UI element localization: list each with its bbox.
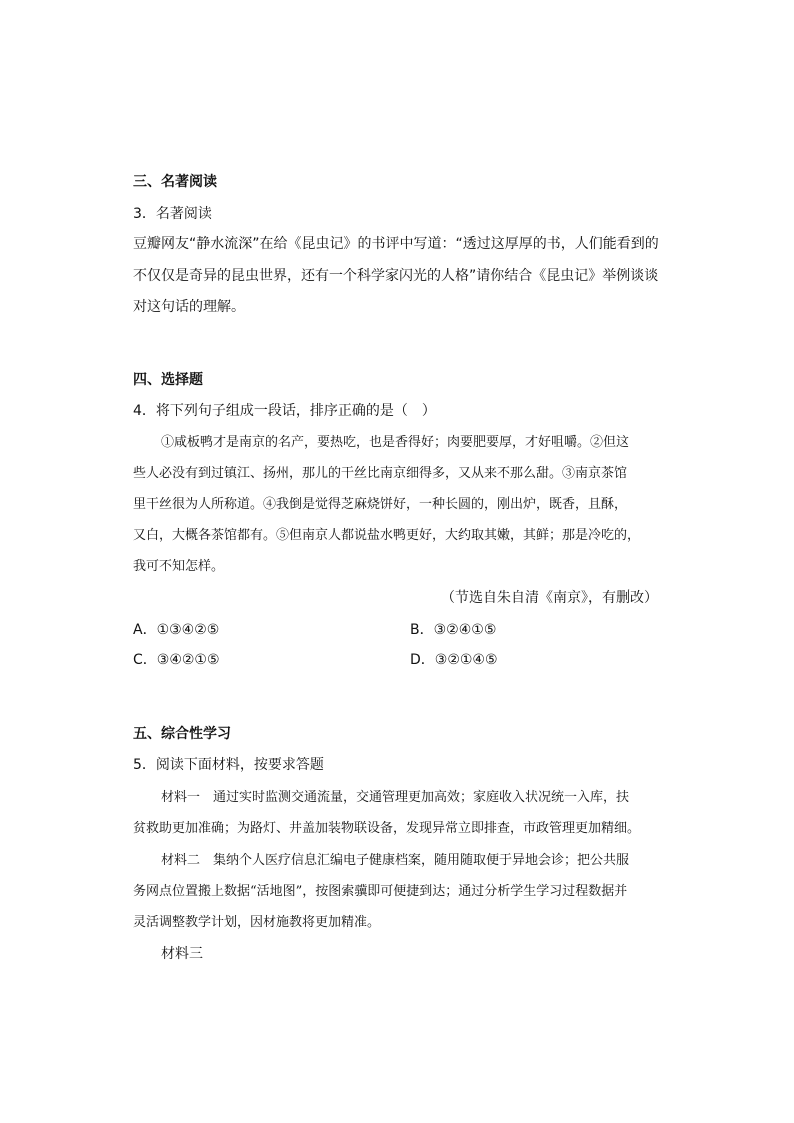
question-4-stem: 4．将下列句子组成一段话，排序正确的是（ ） xyxy=(133,403,436,419)
passage-line-5: 我可不知怎样。 xyxy=(133,559,225,574)
section-4-heading: 四、选择题 xyxy=(133,372,203,388)
section-3-heading: 三、名著阅读 xyxy=(133,174,217,190)
material-1-line-1: 材料一 通过实时监测交通流量，交通管理更加高效；家庭收入状况统一入库，扶 xyxy=(161,790,630,805)
option-d-value: ③②①④⑤ xyxy=(434,652,498,668)
option-a-value: ①③④②⑤ xyxy=(156,622,220,638)
option-c-label: C． xyxy=(133,652,157,668)
material-3-label: 材料三 xyxy=(161,946,203,962)
material-2-line-2: 务网点位置搬上数据“活地图”，按图索骥即可便捷到达；通过分析学生学习过程数据并 xyxy=(133,884,628,899)
option-d-label: D． xyxy=(410,652,435,668)
material-2-line-1: 材料二 集纳个人医疗信息汇编电子健康档案，随用随取便于异地会诊；把公共服 xyxy=(161,853,630,868)
option-c[interactable] xyxy=(133,649,220,669)
question-3-line-1: 豆瓣网友“静水流深”在给《昆虫记》的书评中写道：“透过这厚厚的书，人们能看到的 xyxy=(133,236,659,252)
option-b[interactable] xyxy=(410,619,496,639)
passage-line-1: ①咸板鸭才是南京的名产，要热吃，也是香得好；肉要肥要厚，才好咀嚼。②但这 xyxy=(161,435,630,450)
option-d[interactable] xyxy=(410,649,498,669)
question-5-stem: 5．阅读下面材料，按要求答题 xyxy=(133,757,324,773)
passage-source: （节选自朱自清《南京》，有删改） xyxy=(441,590,658,606)
option-b-value: ③②④①⑤ xyxy=(433,622,497,638)
section-5-heading: 五、综合性学习 xyxy=(133,726,231,742)
option-a-label: A． xyxy=(133,622,157,638)
passage-line-4: 又白，大概各茶馆都有。⑤但南京人都说盐水鸭更好，大约取其嫩，其鲜；那是冷吃的， xyxy=(133,528,641,543)
passage-line-3: 里干丝很为人所称道。④我倒是觉得芝麻烧饼好，一种长圆的，刚出炉，既香，且酥， xyxy=(133,497,628,512)
material-2-line-3: 灵活调整教学计划，因材施教将更加精准。 xyxy=(133,915,381,930)
passage-line-2: 些人必没有到过镇江、扬州，那儿的干丝比南京细得多，又从来不那么甜。③南京茶馆 xyxy=(133,466,628,481)
question-3-line-3: 对这句话的理解。 xyxy=(133,299,245,315)
question-3-line-2: 不仅仅是奇异的昆虫世界，还有一个科学家闪光的人格”请你结合《昆虫记》举例谈谈 xyxy=(133,268,659,284)
option-b-label: B． xyxy=(410,622,434,638)
material-1-line-2: 贫救助更加准确；为路灯、井盖加装物联设备，发现异常立即排查，市政管理更加精细。 xyxy=(133,821,641,836)
option-c-value: ③④②①⑤ xyxy=(156,652,220,668)
question-3-label: 3．名著阅读 xyxy=(133,206,212,222)
option-a[interactable] xyxy=(133,619,219,639)
